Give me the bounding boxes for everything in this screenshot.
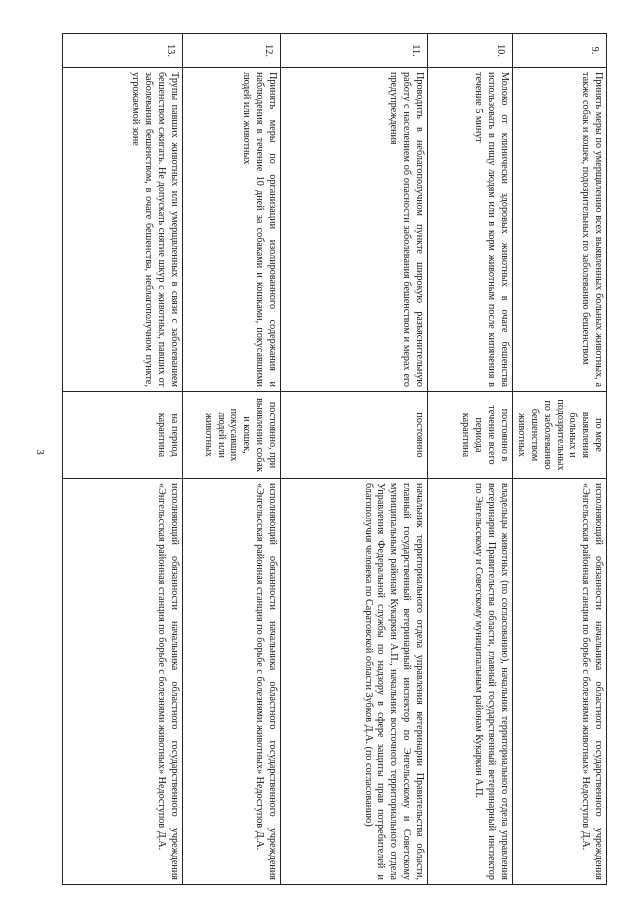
row-responsible: исполняющий обязанности начальника областного государственного учреждения «Энгельсская районная станция по борьбе с болезнями животных» Недоступов Д.А. [182, 479, 280, 885]
row-number: 10. [427, 34, 512, 68]
rotated-page [77, 33, 607, 885]
table-row [512, 34, 606, 885]
row-term: постоянно, при выявлении собак и кошек, покусавших людей или животных [182, 392, 280, 479]
measures-table [62, 33, 607, 885]
row-number: 13. [62, 34, 182, 68]
row-action: Принять меры по умерщвлению всех выявленных больных животных, а также собак и кошек, подозрительных по заболеванию бешенством [512, 68, 606, 392]
row-responsible: начальник территориального отдела управления ветеринарии Правительства области, главный государственный ветеринарный инспектор по Энгельсскому и Советскому муниципальным районам Кукаркин А.П., начальник восточного территориального отдела Управления Федеральной службы по надзору в сфере защиты прав потребителей и благополучия человека по Саратовской области Зубков Д.А. (по согласованию) [280, 479, 427, 885]
table-row [427, 34, 512, 885]
table-row [182, 34, 280, 885]
row-responsible: исполняющий обязанности начальника областного государственного учреждения «Энгельсская районная станция по борьбе с болезнями животных» Недоступов Д.А. [62, 479, 182, 885]
row-number: 11. [280, 34, 427, 68]
row-responsible: владельцы животных (по согласованию), начальник территориального отдела управления ветеринарии Правительства области, главный государственный ветеринарный инспектор по Энгельсскому и Советскому муниципальным районам Кукаркин А.П. [427, 479, 512, 885]
row-action: Проводить в неблагополучном пункте широкую разъяснительную работу с населением об опасности заболевания бешенством и мерах его предупреждения [280, 68, 427, 392]
row-term: постоянно в течение всего периода карантина [427, 392, 512, 479]
table-row [280, 34, 427, 885]
row-number: 9. [512, 34, 606, 68]
page-number: 3 [34, 449, 46, 455]
row-action: Трупы павших животных или умерщвленных в связи с заболеванием бешенством сжигать. Не допускать снятие шкур с животных, павших от заболевания бешенством, в очаге бешенства, неблагополучном пункте, угрожаемой зоне [62, 68, 182, 392]
row-responsible: исполняющий обязанности начальника областного государственного учреждения «Энгельсская районная станция по борьбе с болезнями животных» Недоступов Д.А. [512, 479, 606, 885]
row-term: на период карантина [62, 392, 182, 479]
row-term: по мере выявления больных и подозрительных по заболеванию бешенством животных [512, 392, 606, 479]
row-term: постоянно [280, 392, 427, 479]
row-number: 12. [182, 34, 280, 68]
table-row [62, 34, 182, 885]
row-action: Принять меры по организации изолированного содержания и наблюдения в течение 10 дней за собаками и кошками, покусавшими людей или животных [182, 68, 280, 392]
row-action: Молоко от клинически здоровых животных в очаге бешенства использовать в пищу людям или в корм животным после кипячения в течение 5 минут [427, 68, 512, 392]
